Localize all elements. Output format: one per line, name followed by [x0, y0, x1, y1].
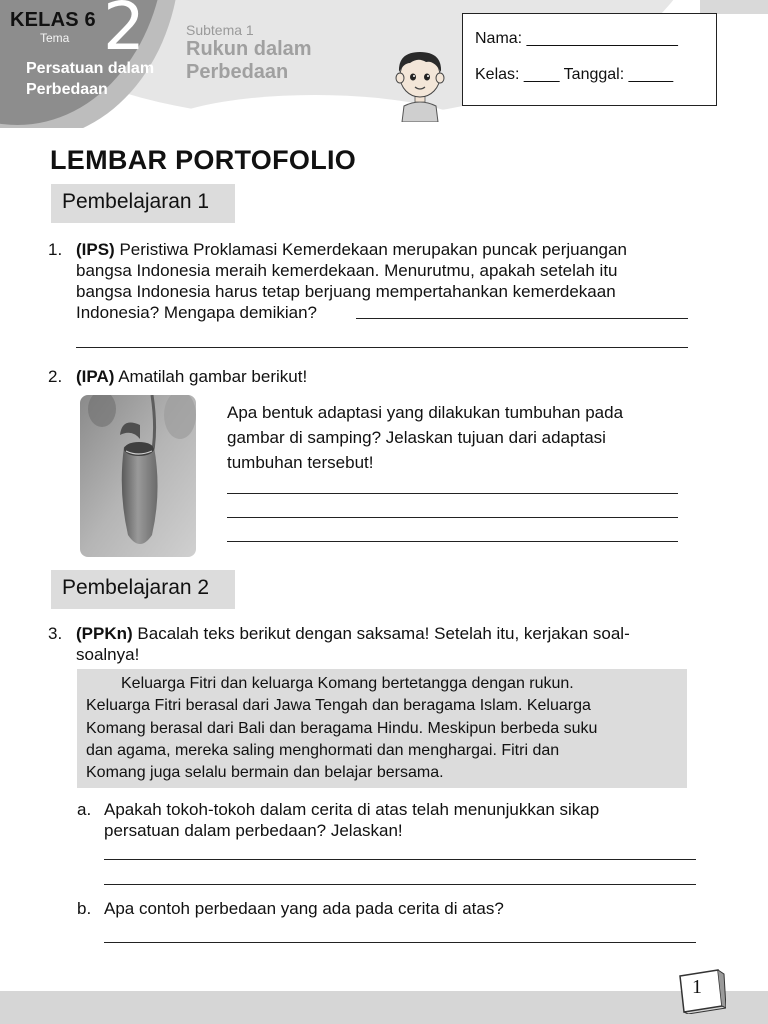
subtheme-title-line: Perbedaan	[186, 61, 289, 83]
question-line: Apa bentuk adaptasi yang dilakukan tumbuhan pada	[227, 403, 624, 422]
passage-line-text: Keluarga Fitri dan keluarga Komang bertetangga dengan rukun.	[121, 675, 574, 692]
question-line: soalnya!	[76, 645, 140, 664]
question-line-text: Peristiwa Proklamasi Kemerdekaan merupakan puncak perjuangan	[114, 240, 627, 259]
subtheme-title	[186, 38, 312, 84]
subject-tag: (IPA)	[76, 367, 115, 386]
question-line	[76, 623, 716, 644]
passage-line: Komang berasal dari Bali dan beragama Hindu. Meskipun berbeda suku	[86, 719, 598, 737]
theme-label: Tema	[40, 31, 70, 45]
answer-line[interactable]	[227, 493, 678, 494]
theme-title-line: Persatuan dalam	[26, 60, 155, 77]
class-date-field[interactable]: Kelas: ____ Tanggal: _____	[475, 66, 674, 83]
answer-line[interactable]	[227, 541, 678, 542]
sub-question-label: a.	[77, 800, 92, 819]
grade-label: KELAS 6	[10, 9, 96, 31]
question-line: persatuan dalam perbedaan? Jelaskan!	[104, 821, 403, 840]
subject-tag: (IPS)	[76, 240, 115, 259]
sub-question-text: Apa contoh perbedaan yang ada pada cerita di atas?	[104, 899, 504, 918]
question-line: bangsa Indonesia meraih kemerdekaan. Menurutmu, apakah setelah itu	[76, 261, 618, 280]
theme-title-line: Perbedaan	[26, 81, 108, 98]
sub-question-a	[77, 799, 707, 843]
subtheme-title-line: Rukun dalam	[186, 38, 312, 60]
question-3	[48, 623, 718, 667]
question-2	[48, 366, 708, 388]
question-line-text: Bacalah teks berikut dengan saksama! Setelah itu, kerjakan soal-	[132, 624, 630, 643]
answer-line[interactable]	[227, 517, 678, 518]
answer-line[interactable]	[104, 859, 696, 860]
question-line: tumbuhan tersebut!	[227, 453, 374, 472]
question-number: 1.	[48, 240, 63, 259]
question-2-prompt	[227, 400, 697, 475]
footer-band	[0, 991, 768, 1024]
subtheme-label: Subtema 1	[186, 22, 254, 38]
answer-line[interactable]	[104, 884, 696, 885]
question-line: gambar di samping? Jelaskan tujuan dari adaptasi	[227, 428, 606, 447]
question-text	[76, 239, 708, 323]
question-line: Indonesia? Mengapa demikian?	[76, 303, 318, 322]
subject-tag: (PPKn)	[76, 624, 133, 643]
passage-line: dan agama, mereka saling menghormati dan menghargai. Fitri dan	[86, 741, 560, 759]
passage-line	[86, 673, 677, 695]
student-info-box	[462, 13, 717, 106]
question-number: 2.	[48, 367, 63, 386]
page-number: 1	[692, 976, 702, 998]
sub-question-label: b.	[77, 899, 92, 918]
question-text	[76, 623, 716, 665]
theme-number: 2	[103, 0, 145, 65]
passage-line: Komang juga selalu bermain dan belajar bersama.	[86, 764, 444, 782]
sub-question-b	[77, 898, 707, 920]
theme-title	[26, 58, 154, 100]
top-right-strip	[700, 0, 768, 14]
pitcher-plant-image	[80, 395, 196, 557]
question-1	[48, 239, 708, 329]
page-title: LEMBAR PORTOFOLIO	[50, 145, 357, 175]
question-intro: Amatilah gambar berikut!	[114, 367, 308, 386]
reading-passage	[77, 669, 687, 788]
question-text	[76, 366, 307, 387]
question-line: bangsa Indonesia harus tetap berjuang mempertahankan kemerdekaan	[76, 282, 616, 301]
section-pembelajaran-2: Pembelajaran 2	[51, 570, 235, 609]
section-pembelajaran-1: Pembelajaran 1	[51, 184, 235, 223]
passage-line: Keluarga Fitri berasal dari Jawa Tengah dan beragama Islam. Keluarga	[86, 697, 591, 715]
answer-line[interactable]	[104, 942, 696, 943]
sub-question-text	[104, 799, 704, 841]
name-field[interactable]: Nama: _________________	[475, 30, 678, 47]
question-number: 3.	[48, 624, 63, 643]
boy-illustration-icon	[390, 46, 450, 122]
answer-line[interactable]	[76, 347, 688, 348]
answer-line[interactable]	[356, 318, 688, 319]
question-line	[76, 239, 708, 260]
question-line: Apakah tokoh-tokoh dalam cerita di atas telah menunjukkan sikap	[104, 800, 600, 819]
